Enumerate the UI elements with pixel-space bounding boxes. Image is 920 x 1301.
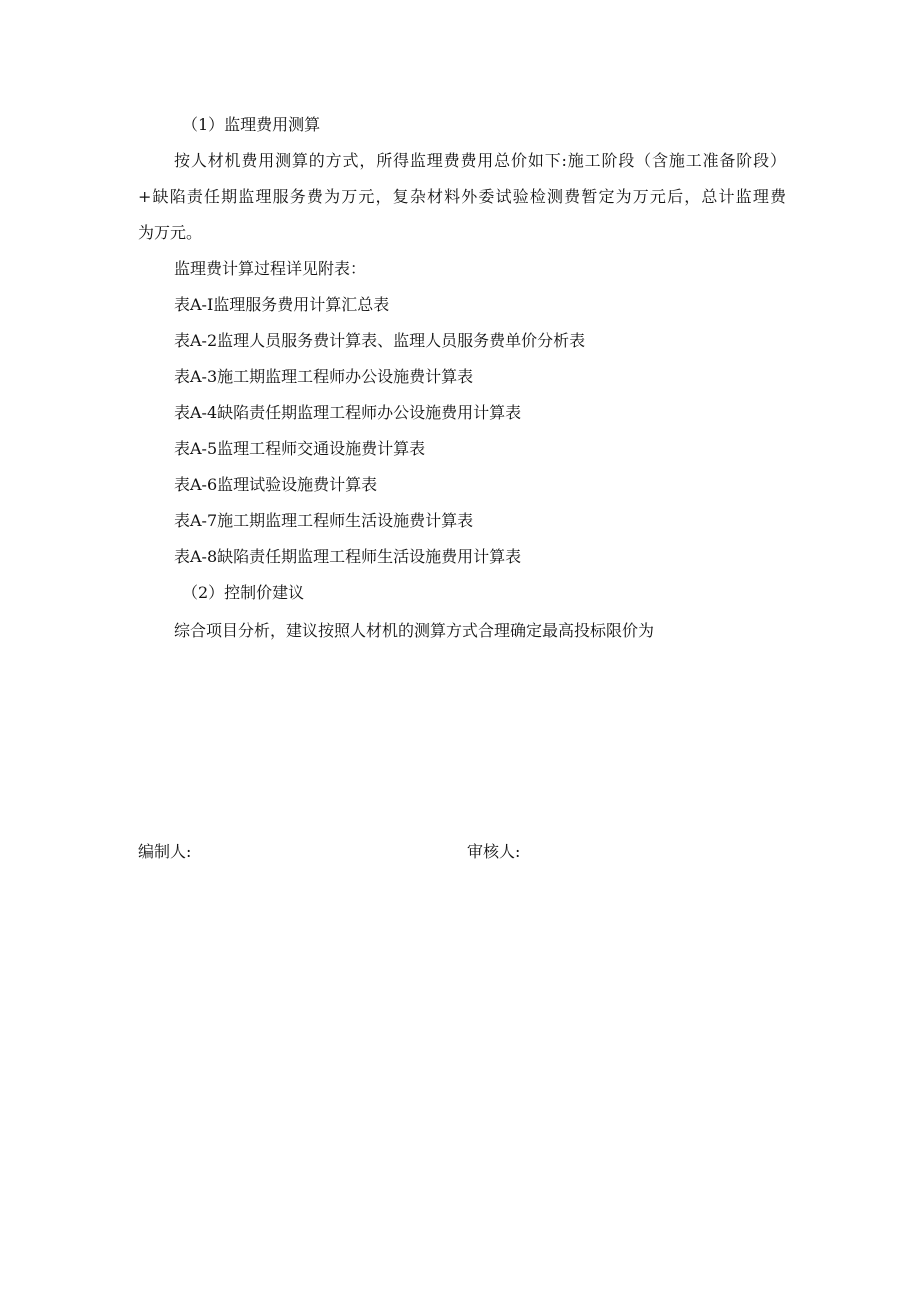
table-list-item: 表A-3施工期监理工程师办公设施费计算表 bbox=[174, 367, 474, 386]
table-list-item: 表A-5监理工程师交通设施费计算表 bbox=[174, 439, 426, 458]
section-1-paragraph-line-1: 按人材机费用测算的方式，所得监理费费用总价如下:施工阶段（含施工准备阶段） bbox=[174, 151, 786, 170]
section-1-paragraph-line-2: +缺陷责任期监理服务费为万元，复杂材料外委试验检测费暂定为万元后，总计监理费 bbox=[138, 187, 786, 206]
table-list-item: 表A-7施工期监理工程师生活设施费计算表 bbox=[174, 511, 474, 530]
table-list-item: 表A-4缺陷责任期监理工程师办公设施费用计算表 bbox=[174, 403, 522, 422]
section-2-text: 综合项目分析，建议按照人材机的测算方式合理确定最高投标限价为 bbox=[174, 621, 655, 640]
appendix-intro: 监理费计算过程详见附表： bbox=[174, 259, 367, 278]
table-list-item: 表A-6监理试验设施费计算表 bbox=[174, 475, 378, 494]
table-list-item: 表A-8缺陷责任期监理工程师生活设施费用计算表 bbox=[174, 547, 522, 566]
reviewed-by-label: 审核人: bbox=[467, 842, 521, 861]
section-2-heading: （2）控制价建议 bbox=[182, 583, 305, 602]
table-list-item: 表A-I监理服务费用计算汇总表 bbox=[174, 295, 390, 314]
prepared-by-label: 编制人: bbox=[138, 842, 192, 861]
section-1-heading: （1）监理费用测算 bbox=[182, 115, 321, 134]
section-1-paragraph-line-3: 为万元。 bbox=[138, 223, 203, 242]
table-list-item: 表A-2监理人员服务费计算表、监理人员服务费单价分析表 bbox=[174, 331, 586, 350]
